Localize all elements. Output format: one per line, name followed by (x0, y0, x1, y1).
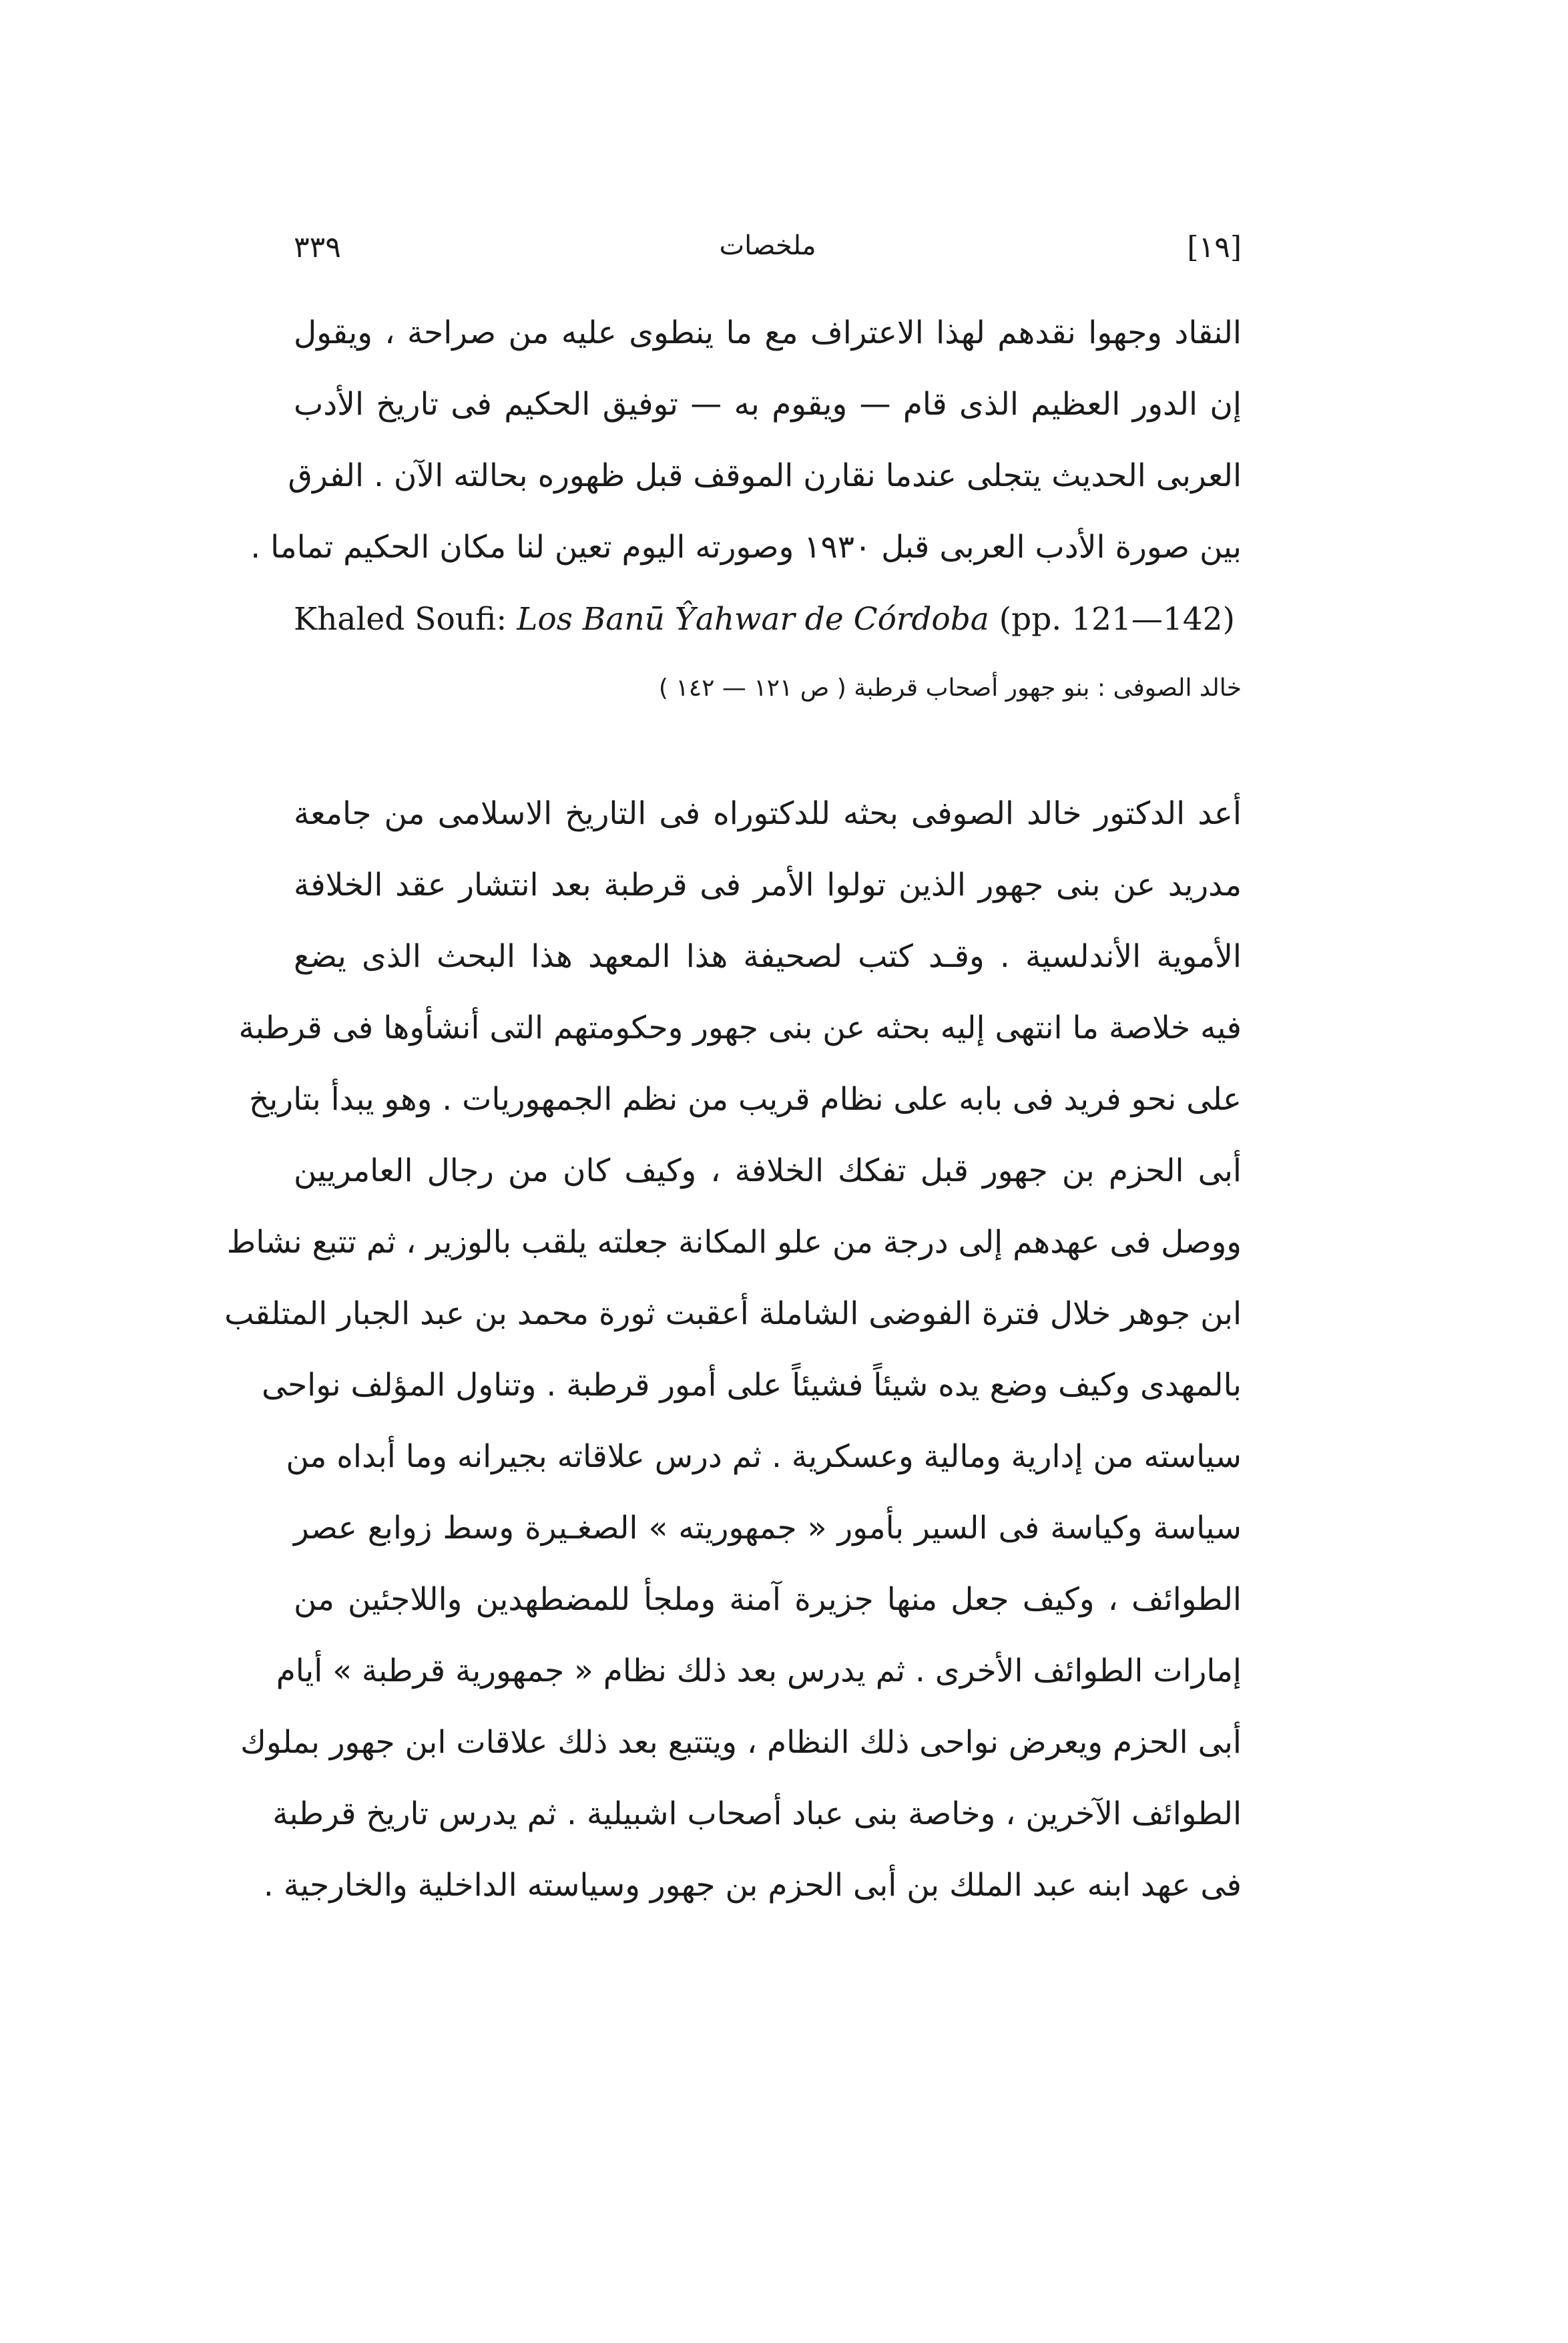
running-title: ملخصات (719, 230, 816, 261)
running-header (294, 230, 1242, 270)
page-number: ٣٣٩ (294, 230, 341, 264)
text-line: ابن جوهر خلال فترة الفوضى الشاملة أعقبت ثورة محمد بن عبد الجبار المتلقب (224, 1295, 1242, 1332)
text-line: الطوائف ، وكيف جعل منها جزيرة آمنة وملجأ للمضطهدين واللاجئين من (294, 1581, 1242, 1618)
bibliography-arabic: خالد الصوفى : بنو جهور أصحاب قرطبة ( ص ١٢١ — ١٤٢ ) (658, 674, 1242, 702)
text-line: الأموية الأندلسية . وقـد كتب لصحيفة هذا المعهد هذا البحث الذى يضع (294, 938, 1242, 975)
text-line: إمارات الطوائف الأخرى . ثم يدرس بعد ذلك نظام « جمهورية قرطبة » أيام (276, 1653, 1242, 1689)
text-line: على نحو فريد فى بابه على نظام قريب من نظم الجمهوريات . وهو يبدأ بتاريخ (248, 1081, 1242, 1118)
text-line: فيه خلاصة ما انتهى إليه بحثه عن بنى جهور وحكومتهم التى أنشأوها فى قرطبة (238, 1010, 1242, 1046)
text-line: أبى الحزم ويعرض نواحى ذلك النظام ، ويتتبع بعد ذلك علاقات ابن جهور بملوك (240, 1724, 1242, 1761)
text-line: سياسته من إدارية ومالية وعسكرية . ثم درس علاقاته بجيرانه وما أبداه من (286, 1438, 1242, 1475)
text-line: النقاد وجهوا نقدهم لهذا الاعتراف مع ما ينطوى عليه من صراحة ، ويقول (294, 314, 1242, 351)
text-line: بالمهدى وكيف وضع يده شيئاً فشيئاً على أمور قرطبة . وتناول المؤلف نواحى (261, 1367, 1242, 1404)
page-range: (pp. 121—142) (999, 601, 1235, 638)
text-line: الطوائف الآخرين ، وخاصة بنى عباد أصحاب اشبيلية . ثم يدرس تاريخ قرطبة (272, 1795, 1242, 1832)
text-line: أبى الحزم بن جهور قبل تفكك الخلافة ، وكيف كان من رجال العامريين (294, 1152, 1242, 1189)
author-name: Khaled Soufi: (294, 601, 507, 638)
text-line: مدريد عن بنى جهور الذين تولوا الأمر فى قرطبة بعد انتشار عقد الخلافة (294, 867, 1242, 903)
text-line: ووصل فى عهدهم إلى درجة من علو المكانة جعلته يلقب بالوزير ، ثم تتبع نشاط (226, 1224, 1242, 1261)
paragraph-2 (224, 778, 1242, 1921)
work-title: Los Banū Ŷahwar de Córdoba (517, 601, 989, 638)
text-line: فى عهد ابنه عبد الملك بن أبى الحزم بن جهور وسياسته الداخلية والخارجية . (263, 1867, 1242, 1904)
section-number: [١٩] (1187, 230, 1242, 264)
bibliography-entry (294, 601, 1242, 638)
text-line: بين صورة الأدب العربى قبل ١٩٣٠ وصورته اليوم تعين لنا مكان الحكيم تماما . (250, 529, 1242, 566)
text-line: سياسة وكياسة فى السير بأمور « جمهوريته » الصغـيرة وسط زوابع عصر (294, 1510, 1242, 1546)
paragraph-1 (250, 297, 1242, 583)
text-line: إن الدور العظيم الذى قام — ويقوم به — توفيق الحكيم فى تاريخ الأدب (294, 386, 1242, 423)
text-line: العربى الحديث يتجلى عندما نقارن الموقف قبل ظهوره بحالته الآن . الفرق (288, 457, 1242, 494)
text-line: أعد الدكتور خالد الصوفى بحثه للدكتوراه فى التاريخ الاسلامى من جامعة (294, 795, 1242, 832)
